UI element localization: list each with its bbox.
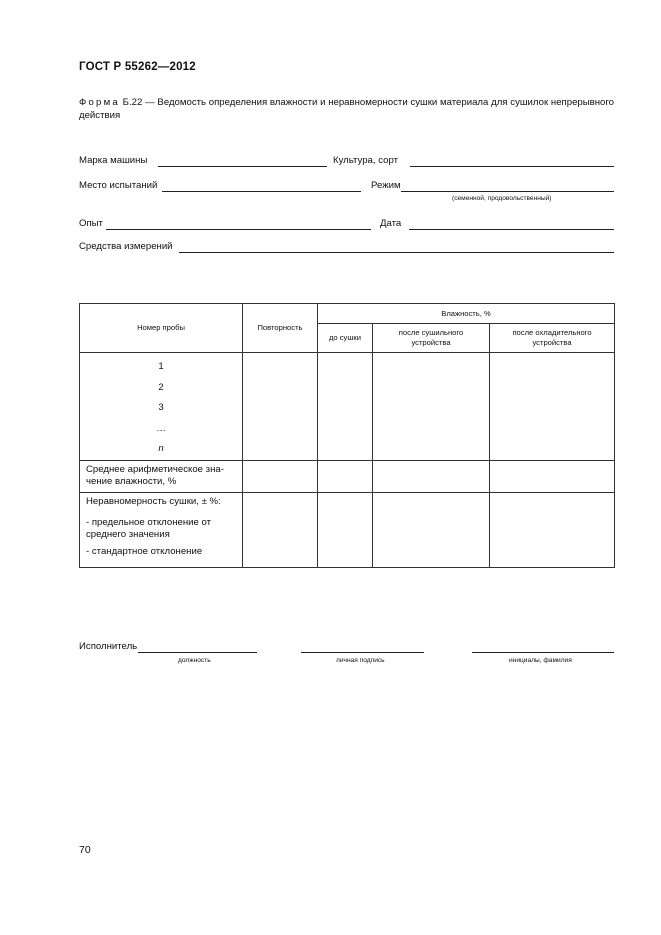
- machine-brand-label: Марка машины: [79, 155, 148, 166]
- executor-label: Исполнитель: [79, 641, 138, 652]
- form-caption: [79, 96, 614, 122]
- repeat-cell[interactable]: [243, 353, 318, 461]
- after-dryer-cell[interactable]: [373, 353, 490, 461]
- sample-number: 1: [158, 361, 164, 372]
- col-header-humidity: Влажность, %: [318, 304, 615, 324]
- humidity-table: [79, 303, 615, 568]
- unevenness-repeat-cell[interactable]: [243, 492, 318, 567]
- sample-numbers-cell: [80, 353, 243, 461]
- measuring-means-label: Средства измерений: [79, 241, 173, 252]
- mean-after-cooler-cell[interactable]: [490, 460, 615, 492]
- sample-number: …: [156, 422, 166, 434]
- form-word: Форма: [79, 97, 120, 108]
- signature-field[interactable]: [301, 652, 424, 653]
- col-header-repeat: Повторность: [243, 304, 318, 353]
- form-title: — Ведомость определения влажности и неравномерности сушки материала для сушилок непрерывного действия: [79, 97, 614, 121]
- mean-repeat-cell[interactable]: [243, 460, 318, 492]
- initials-field[interactable]: [472, 652, 614, 653]
- unevenness-cell: [80, 492, 243, 567]
- col-header-before: до сушки: [318, 324, 373, 353]
- sample-number: 2: [158, 381, 164, 393]
- mean-before-cell[interactable]: [318, 460, 373, 492]
- before-cell[interactable]: [318, 353, 373, 461]
- mode-hint: (семенной, продовольственный): [452, 195, 552, 202]
- mean-after-dryer-cell[interactable]: [373, 460, 490, 492]
- position-field[interactable]: [138, 652, 257, 653]
- initials-hint: инициалы, фамилия: [509, 657, 572, 664]
- limit-deviation-label: - предельное отклонение от среднего значения: [86, 516, 212, 540]
- unevenness-label: Неравномерность сушки, ± %:: [86, 495, 221, 507]
- form-id: Б.22: [119, 97, 143, 108]
- measuring-means-field[interactable]: [179, 252, 614, 253]
- machine-brand-field[interactable]: [158, 166, 327, 167]
- col-header-sample: Номер пробы: [80, 304, 243, 353]
- sample-number: n: [158, 443, 164, 454]
- std-deviation-label: - стандартное отклонение: [86, 545, 203, 557]
- mode-field[interactable]: [401, 191, 614, 192]
- position-hint: должность: [178, 657, 211, 664]
- standard-header: ГОСТ Р 55262—2012: [79, 61, 196, 73]
- date-field[interactable]: [409, 229, 614, 230]
- after-cooler-cell[interactable]: [490, 353, 615, 461]
- unevenness-after-dryer-cell[interactable]: [373, 492, 490, 567]
- culture-label: Культура, сорт: [333, 155, 398, 166]
- test-site-label: Место испытаний: [79, 180, 158, 191]
- mode-label: Режим: [371, 180, 401, 191]
- mean-row-label: Среднее арифметическое значение влажности, %: [80, 460, 243, 492]
- unevenness-before-cell[interactable]: [318, 492, 373, 567]
- culture-field[interactable]: [410, 166, 614, 167]
- test-site-field[interactable]: [162, 191, 361, 192]
- col-header-after-cooler: после охладительного устройства: [490, 324, 615, 353]
- sample-number: 3: [158, 402, 164, 413]
- date-label: Дата: [380, 218, 402, 229]
- signature-hint: личная подпись: [336, 657, 385, 664]
- page-number: 70: [79, 844, 91, 856]
- experiment-field[interactable]: [106, 229, 371, 230]
- col-header-after-dryer: после сушильного устройства: [373, 324, 490, 353]
- experiment-label: Опыт: [79, 218, 103, 229]
- unevenness-after-cooler-cell[interactable]: [490, 492, 615, 567]
